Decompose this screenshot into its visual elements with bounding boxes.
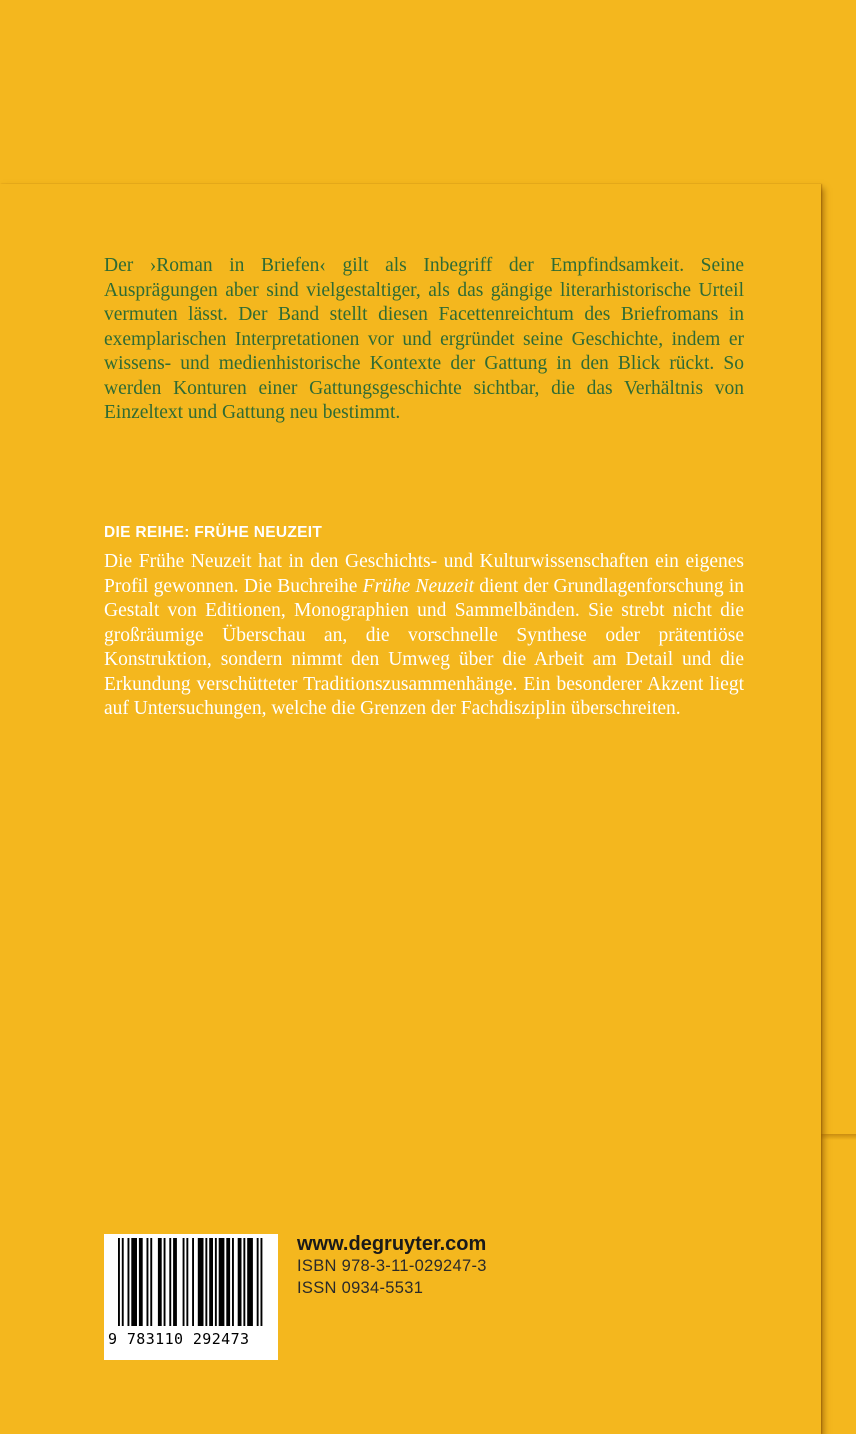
barcode-bar bbox=[232, 1238, 234, 1326]
barcode-bar bbox=[147, 1238, 149, 1326]
barcode-bar bbox=[243, 1238, 245, 1326]
barcode-bar bbox=[183, 1238, 185, 1326]
barcode-bar bbox=[158, 1238, 162, 1326]
barcode-bar bbox=[261, 1238, 263, 1326]
barcode-bar bbox=[118, 1238, 120, 1326]
barcode-bars bbox=[118, 1238, 264, 1328]
issn: ISSN 0934-5531 bbox=[297, 1279, 424, 1297]
barcode-bar bbox=[238, 1238, 242, 1326]
barcode-bar bbox=[226, 1238, 230, 1326]
series-title-italic: Frühe Neuzeit bbox=[362, 575, 474, 597]
barcode-bar bbox=[192, 1238, 194, 1326]
barcode-bar bbox=[169, 1238, 171, 1326]
publisher-url[interactable]: www.degruyter.com bbox=[297, 1233, 487, 1255]
barcode-bar bbox=[131, 1238, 137, 1326]
barcode bbox=[104, 1234, 278, 1360]
barcode-bar bbox=[122, 1238, 124, 1326]
series-description bbox=[104, 550, 744, 722]
barcode-digits: 9 783110 292473 bbox=[108, 1330, 250, 1348]
barcode-bar bbox=[128, 1238, 130, 1326]
barcode-bar bbox=[173, 1238, 177, 1326]
barcode-bar bbox=[257, 1238, 259, 1326]
series-heading: DIE REIHE: FRÜHE NEUZEIT bbox=[104, 524, 323, 541]
series-text-part2: dient der Grundlagenforschung in Gestalt von Editionen, Monographien und Sammelbänden. Sie strebt nicht die großräumige Überschau an, die vorschnelle Synthese oder prätentiöse Konstruktion, sondern nimmt den Umweg über die Arbeit am Detail und die Erkundung verschütteter Traditionszusammenhänge. Ein besonderer Akzent liegt auf Untersuchungen, welche die Grenzen der Fachdisziplin überschreiten. bbox=[104, 575, 744, 719]
barcode-bar bbox=[205, 1238, 207, 1326]
barcode-bar bbox=[209, 1238, 213, 1326]
barcode-bar bbox=[247, 1238, 253, 1326]
barcode-bar bbox=[219, 1238, 225, 1326]
barcode-bar bbox=[150, 1238, 152, 1326]
panel-edge-shadow bbox=[821, 1134, 856, 1140]
series-text-part1: Die Frühe Neuzeit hat in den Geschichts- und Kulturwissenschaften ein eigenes Profil gewonnen. Die Buchreihe bbox=[104, 551, 744, 597]
barcode-bar bbox=[215, 1238, 217, 1326]
barcode-bar bbox=[139, 1238, 143, 1326]
barcode-bar bbox=[198, 1238, 204, 1326]
barcode-bar bbox=[186, 1238, 188, 1326]
barcode-bar bbox=[164, 1238, 166, 1326]
isbn: ISBN 978-3-11-029247-3 bbox=[297, 1257, 487, 1275]
book-blurb: Der ›Roman in Briefen‹ gilt als Inbegriff der Empfindsamkeit. Seine Ausprägungen aber sind vielgestaltiger, als das gängige literarhistorische Urteil vermuten lässt. Der Band stellt diesen Facettenreichtum des Briefromans in exemplarischen Interpretationen vor und ergründet seine Geschichte, indem er wissens- und medienhistorische Kontexte der Gattung in den Blick rückt. So werden Konturen einer Gattungsgeschichte sichtbar, die das Verhältnis von Einzeltext und Gattung neu bestimmt. bbox=[104, 255, 744, 423]
